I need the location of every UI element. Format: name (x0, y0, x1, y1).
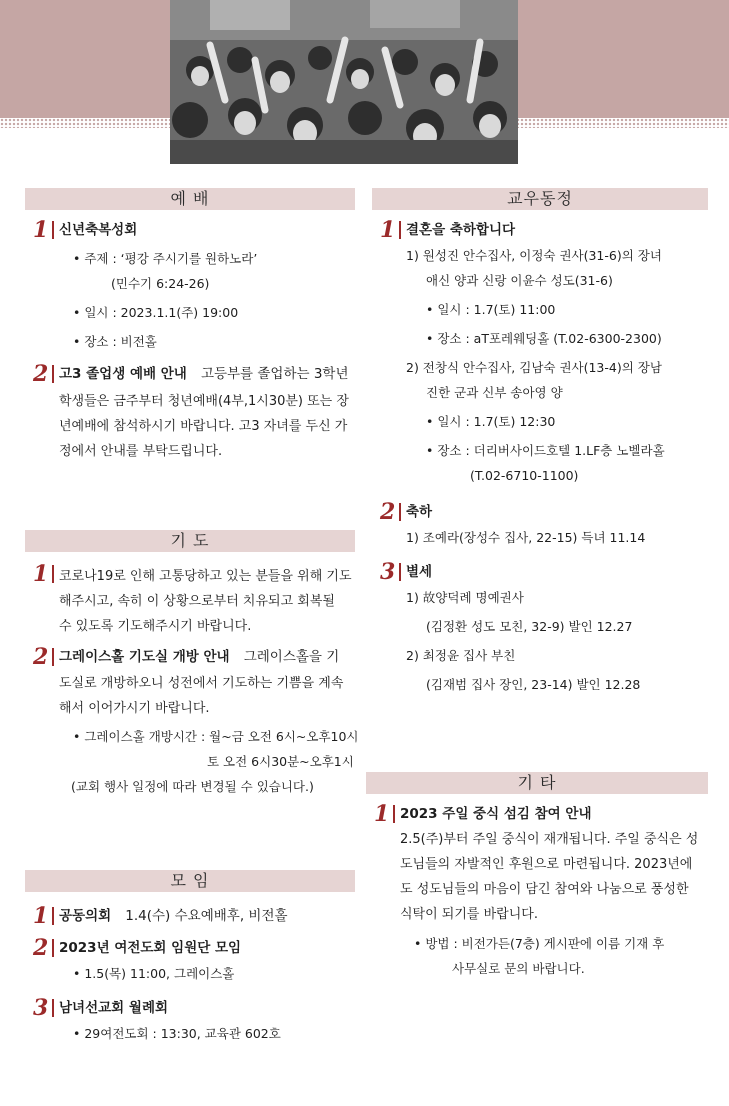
prayer-item-1 (25, 561, 355, 639)
detail-line: 2) 전창식 안수집사, 김남숙 권사(13-4)의 장남 (406, 360, 662, 375)
detail-line: • 일시 : 1.7(토) 11:00 (426, 302, 556, 317)
meeting-item-2 (25, 935, 355, 986)
detail-line: • 장소 : 더리버사이드호텔 1.LF층 노벨라홀 (426, 443, 665, 458)
detail-line: • 그레이스홀 개방시간 : 월~금 오전 6시~오후10시 (73, 729, 359, 744)
body-line: 도님들의 자발적인 후원으로 마련됩니다. 2023년에 (400, 857, 693, 872)
prayer-section (25, 530, 359, 799)
item-title: 축하 (406, 504, 433, 520)
item-number: 2 (33, 361, 54, 387)
detail-line: (T.02-6710-1100) (470, 468, 579, 483)
section-header-members: 교우동정 (372, 188, 708, 210)
item-number: 2 (380, 499, 401, 525)
members-item-3 (372, 559, 708, 697)
body-line: 학생들은 금주부터 청년예배(4부,1시30분) 또는 장 (59, 394, 349, 409)
section-header-meeting: 모 임 (25, 870, 355, 892)
detail-line: • 주제 : ‘평강 주시기를 원하노라’ (73, 251, 258, 266)
detail-line: • 장소 : aT포레웨딩홀 (T.02-6300-2300) (426, 331, 662, 346)
body-line: 2.5(주)부터 주일 중식이 재개됩니다. 주일 중식은 성 (400, 832, 699, 847)
detail-line: • 장소 : 비전홀 (73, 334, 157, 349)
item-title: 그레이스홀 기도실 개방 안내 그레이스홀을 기 (59, 649, 340, 665)
item-title: 고3 졸업생 예배 안내 고등부를 졸업하는 3학년 (59, 366, 349, 382)
item-number: 1 (33, 561, 54, 587)
detail-line: (김재범 집사 장인, 23-14) 발인 12.28 (426, 677, 641, 692)
meeting-item-3 (25, 995, 355, 1046)
item-title: 남녀선교회 월례회 (59, 1000, 169, 1016)
meeting-section (25, 870, 355, 1046)
body-line: 도 성도님들의 마음이 담긴 참여와 나눔으로 풍성한 (400, 882, 689, 897)
detail-line: • 일시 : 1.7(토) 12:30 (426, 414, 556, 429)
detail-line: • 방법 : 비전가든(7층) 게시판에 이름 기재 후 (414, 936, 665, 951)
detail-line: • 일시 : 2023.1.1(주) 19:00 (73, 305, 239, 320)
detail-line: 1) 故양덕례 명예권사 (406, 590, 524, 605)
etc-section (366, 772, 708, 981)
item-number: 1 (33, 217, 54, 243)
meeting-item-1 (25, 903, 355, 929)
detail-line: (교회 행사 일정에 따라 변경될 수 있습니다.) (71, 779, 314, 794)
worship-section (25, 188, 355, 464)
worship-item-1 (25, 217, 355, 354)
etc-item-1 (366, 801, 708, 981)
detail-line: 2) 최정윤 집사 부친 (406, 648, 516, 663)
item-title: 결혼을 축하합니다 (406, 222, 516, 238)
section-header-worship: 예 배 (25, 188, 355, 210)
detail-line: 애신 양과 신랑 이윤수 성도(31-6) (426, 273, 613, 288)
detail-line: (김정환 성도 모친, 32-9) 발인 12.27 (426, 619, 633, 634)
item-title: 2023 주일 중식 섬김 참여 안내 (400, 806, 592, 822)
section-header-etc: 기 타 (366, 772, 708, 794)
item-number: 1 (380, 217, 401, 243)
left-column (25, 188, 359, 1041)
detail-line: 토 오전 6시30분~오후1시 (207, 754, 354, 769)
congregation-photo (170, 0, 518, 164)
body-line: 식탁이 되기를 바랍니다. (400, 907, 538, 922)
body-line: 코로나19로 인해 고통당하고 있는 분들을 위해 기도 (59, 569, 352, 584)
worship-item-2 (25, 361, 355, 464)
body-line: 정에서 안내를 부탁드립니다. (59, 444, 223, 459)
body-line: 해서 이어가시기 바랍니다. (59, 701, 210, 716)
body-line: 도실로 개방하오니 성전에서 기도하는 기쁨을 계속 (59, 676, 344, 691)
item-number: 3 (33, 995, 54, 1021)
body-line: 수 있도록 기도해주시기 바랍니다. (59, 619, 252, 634)
members-section (372, 188, 708, 697)
item-number: 2 (33, 935, 54, 961)
body-line: 해주시고, 속히 이 상황으로부터 치유되고 회복될 (59, 594, 335, 609)
item-title: 별세 (406, 564, 433, 580)
detail-line: 1) 원성진 안수집사, 이정숙 권사(31-6)의 장녀 (406, 248, 662, 263)
members-item-2 (372, 499, 708, 550)
item-number: 2 (33, 644, 54, 670)
detail-line: 진한 군과 신부 송아영 양 (426, 385, 563, 400)
item-title: 공동의회 1.4(수) 수요예배후, 비전홀 (59, 908, 288, 924)
item-title: 신년축복성회 (59, 222, 138, 238)
item-number: 1 (33, 903, 54, 929)
detail-line: 사무실로 문의 바랍니다. (452, 961, 585, 976)
detail-line: 1) 조예라(장성수 집사, 22-15) 득녀 11.14 (406, 530, 646, 545)
item-number: 1 (374, 801, 395, 827)
section-header-prayer: 기 도 (25, 530, 355, 552)
detail-line: • 1.5(목) 11:00, 그레이스홀 (73, 966, 235, 981)
detail-line: • 29여전도회 : 13:30, 교육관 602호 (73, 1026, 281, 1041)
members-item-1 (372, 217, 708, 488)
body-line: 년예배에 참석하시기 바랍니다. 고3 자녀를 두신 가 (59, 419, 348, 434)
detail-line: (민수기 6:24-26) (111, 276, 210, 291)
prayer-item-2 (25, 644, 359, 799)
right-column (372, 188, 708, 976)
item-title: 2023년 여전도회 임원단 모임 (59, 940, 242, 956)
item-number: 3 (380, 559, 401, 585)
